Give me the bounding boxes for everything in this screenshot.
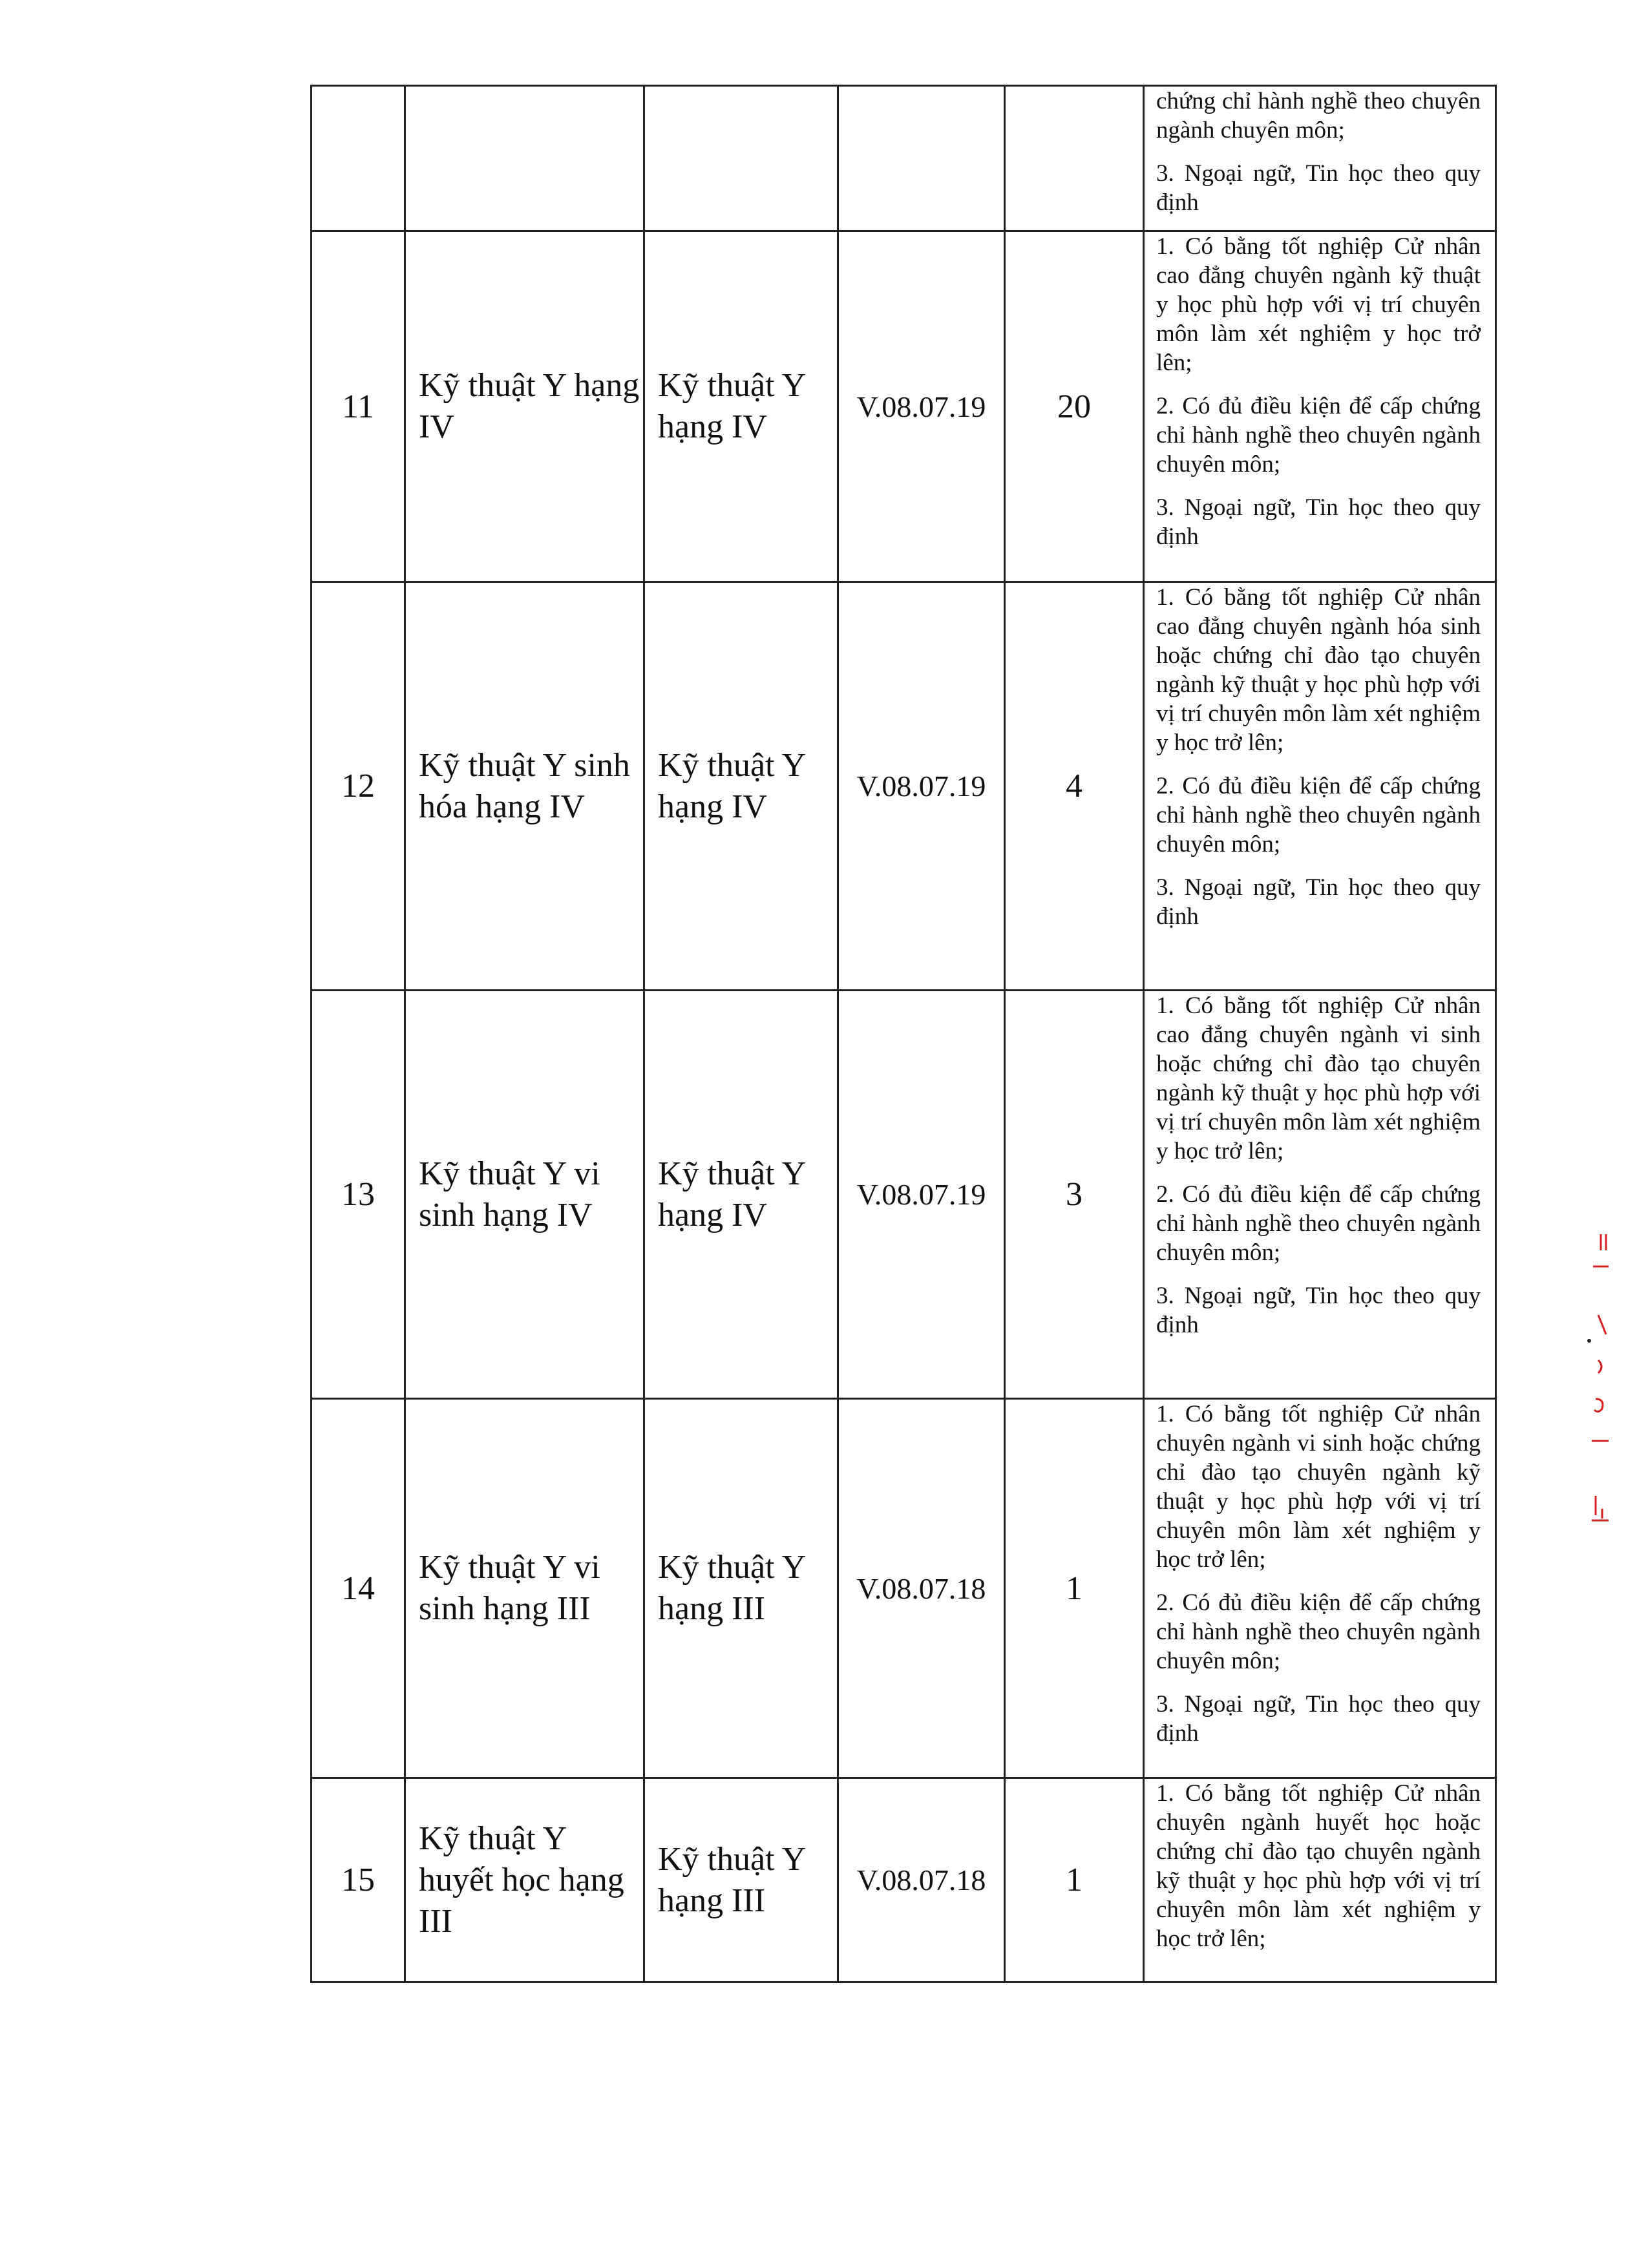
requirement-item: 3. Ngoại ngữ, Tin học theo quy định xyxy=(1156,874,1481,930)
rank-title: Kỹ thuật Y hạng III xyxy=(644,1399,838,1778)
rank-title xyxy=(644,86,838,231)
rank-code: V.08.07.19 xyxy=(838,991,1005,1399)
requirement-item: 1. Có bằng tốt nghiệp Cử nhân cao đẳng chuyên ngành hóa sinh hoặc chứng chỉ đào tạo chuyên ngành kỹ thuật y học phù hợp với vị trí chuyên môn làm xét nghiệm y học trở lên; xyxy=(1156,584,1481,756)
rank-code: V.08.07.19 xyxy=(838,582,1005,991)
rank-title: Kỹ thuật Y hạng IV xyxy=(644,991,838,1399)
requirement-item: chứng chỉ hành nghề theo chuyên ngành chuyên môn; xyxy=(1156,88,1481,143)
rank-title: Kỹ thuật Y hạng IV xyxy=(644,582,838,991)
rank-code: V.08.07.19 xyxy=(838,231,1005,582)
requirement-item: 1. Có bằng tốt nghiệp Cử nhân cao đẳng chuyên ngành kỹ thuật y học phù hợp với vị trí chuyên môn làm xét nghiệm y học trở lên; xyxy=(1156,233,1481,376)
requirements-cell xyxy=(1144,231,1496,582)
rank-code: V.08.07.18 xyxy=(838,1778,1005,1982)
quantity: 1 xyxy=(1005,1778,1144,1982)
recruitment-table xyxy=(310,85,1497,1983)
requirements-cell xyxy=(1144,1399,1496,1778)
table-row xyxy=(312,582,1496,991)
quantity: 3 xyxy=(1005,991,1144,1399)
table-row xyxy=(312,1399,1496,1778)
table-body xyxy=(312,86,1496,1982)
row-number: 11 xyxy=(312,231,405,582)
table-row xyxy=(312,231,1496,582)
requirements-cell xyxy=(1144,1778,1496,1982)
requirement-item: 3. Ngoại ngữ, Tin học theo quy định xyxy=(1156,1283,1481,1338)
requirement-item: 1. Có bằng tốt nghiệp Cử nhân cao đẳng chuyên ngành vi sinh hoặc chứng chỉ đào tạo chuyên ngành kỹ thuật y học phù hợp với vị trí chuyên môn làm xét nghiệm y học trở lên; xyxy=(1156,992,1481,1164)
table-row xyxy=(312,991,1496,1399)
requirements-cell xyxy=(1144,582,1496,991)
row-number: 14 xyxy=(312,1399,405,1778)
row-number: 15 xyxy=(312,1778,405,1982)
position-name: Kỹ thuật Y sinh hóa hạng IV xyxy=(405,582,644,991)
position-name: Kỹ thuật Y huyết học hạng III xyxy=(405,1778,644,1982)
requirements-cell xyxy=(1144,991,1496,1399)
row-number: 13 xyxy=(312,991,405,1399)
requirement-item: 1. Có bằng tốt nghiệp Cử nhân chuyên ngành vi sinh hoặc chứng chỉ đào tạo chuyên ngành kỹ thuật y học phù hợp với vị trí chuyên môn làm xét nghiệm y học trở lên; xyxy=(1156,1401,1481,1573)
requirement-item: 2. Có đủ điều kiện để cấp chứng chỉ hành nghề theo chuyên ngành chuyên môn; xyxy=(1156,1590,1481,1674)
row-number: 12 xyxy=(312,582,405,991)
table-row xyxy=(312,1778,1496,1982)
rank-code xyxy=(838,86,1005,231)
quantity xyxy=(1005,86,1144,231)
quantity: 20 xyxy=(1005,231,1144,582)
quantity: 1 xyxy=(1005,1399,1144,1778)
red-margin-marks xyxy=(1587,1231,1612,1528)
requirement-item: 3. Ngoại ngữ, Tin học theo quy định xyxy=(1156,1691,1481,1747)
requirement-item: 3. Ngoại ngữ, Tin học theo quy định xyxy=(1156,160,1481,216)
position-name: Kỹ thuật Y hạng IV xyxy=(405,231,644,582)
rank-title: Kỹ thuật Y hạng III xyxy=(644,1778,838,1982)
position-name: Kỹ thuật Y vi sinh hạng IV xyxy=(405,991,644,1399)
requirements-cell xyxy=(1144,86,1496,231)
requirement-item: 2. Có đủ điều kiện để cấp chứng chỉ hành nghề theo chuyên ngành chuyên môn; xyxy=(1156,393,1481,478)
requirement-item: 2. Có đủ điều kiện để cấp chứng chỉ hành nghề theo chuyên ngành chuyên môn; xyxy=(1156,1181,1481,1266)
rank-title: Kỹ thuật Y hạng IV xyxy=(644,231,838,582)
row-number xyxy=(312,86,405,231)
requirement-item: 2. Có đủ điều kiện để cấp chứng chỉ hành nghề theo chuyên ngành chuyên môn; xyxy=(1156,773,1481,857)
requirement-item: 3. Ngoại ngữ, Tin học theo quy định xyxy=(1156,494,1481,550)
quantity: 4 xyxy=(1005,582,1144,991)
position-name xyxy=(405,86,644,231)
table-row xyxy=(312,86,1496,231)
position-name: Kỹ thuật Y vi sinh hạng III xyxy=(405,1399,644,1778)
rank-code: V.08.07.18 xyxy=(838,1399,1005,1778)
requirement-item: 1. Có bằng tốt nghiệp Cử nhân chuyên ngành huyết học hoặc chứng chỉ đào tạo chuyên ngành kỹ thuật y học phù hợp với vị trí chuyên môn làm xét nghiệm y học trở lên; xyxy=(1156,1780,1481,1952)
